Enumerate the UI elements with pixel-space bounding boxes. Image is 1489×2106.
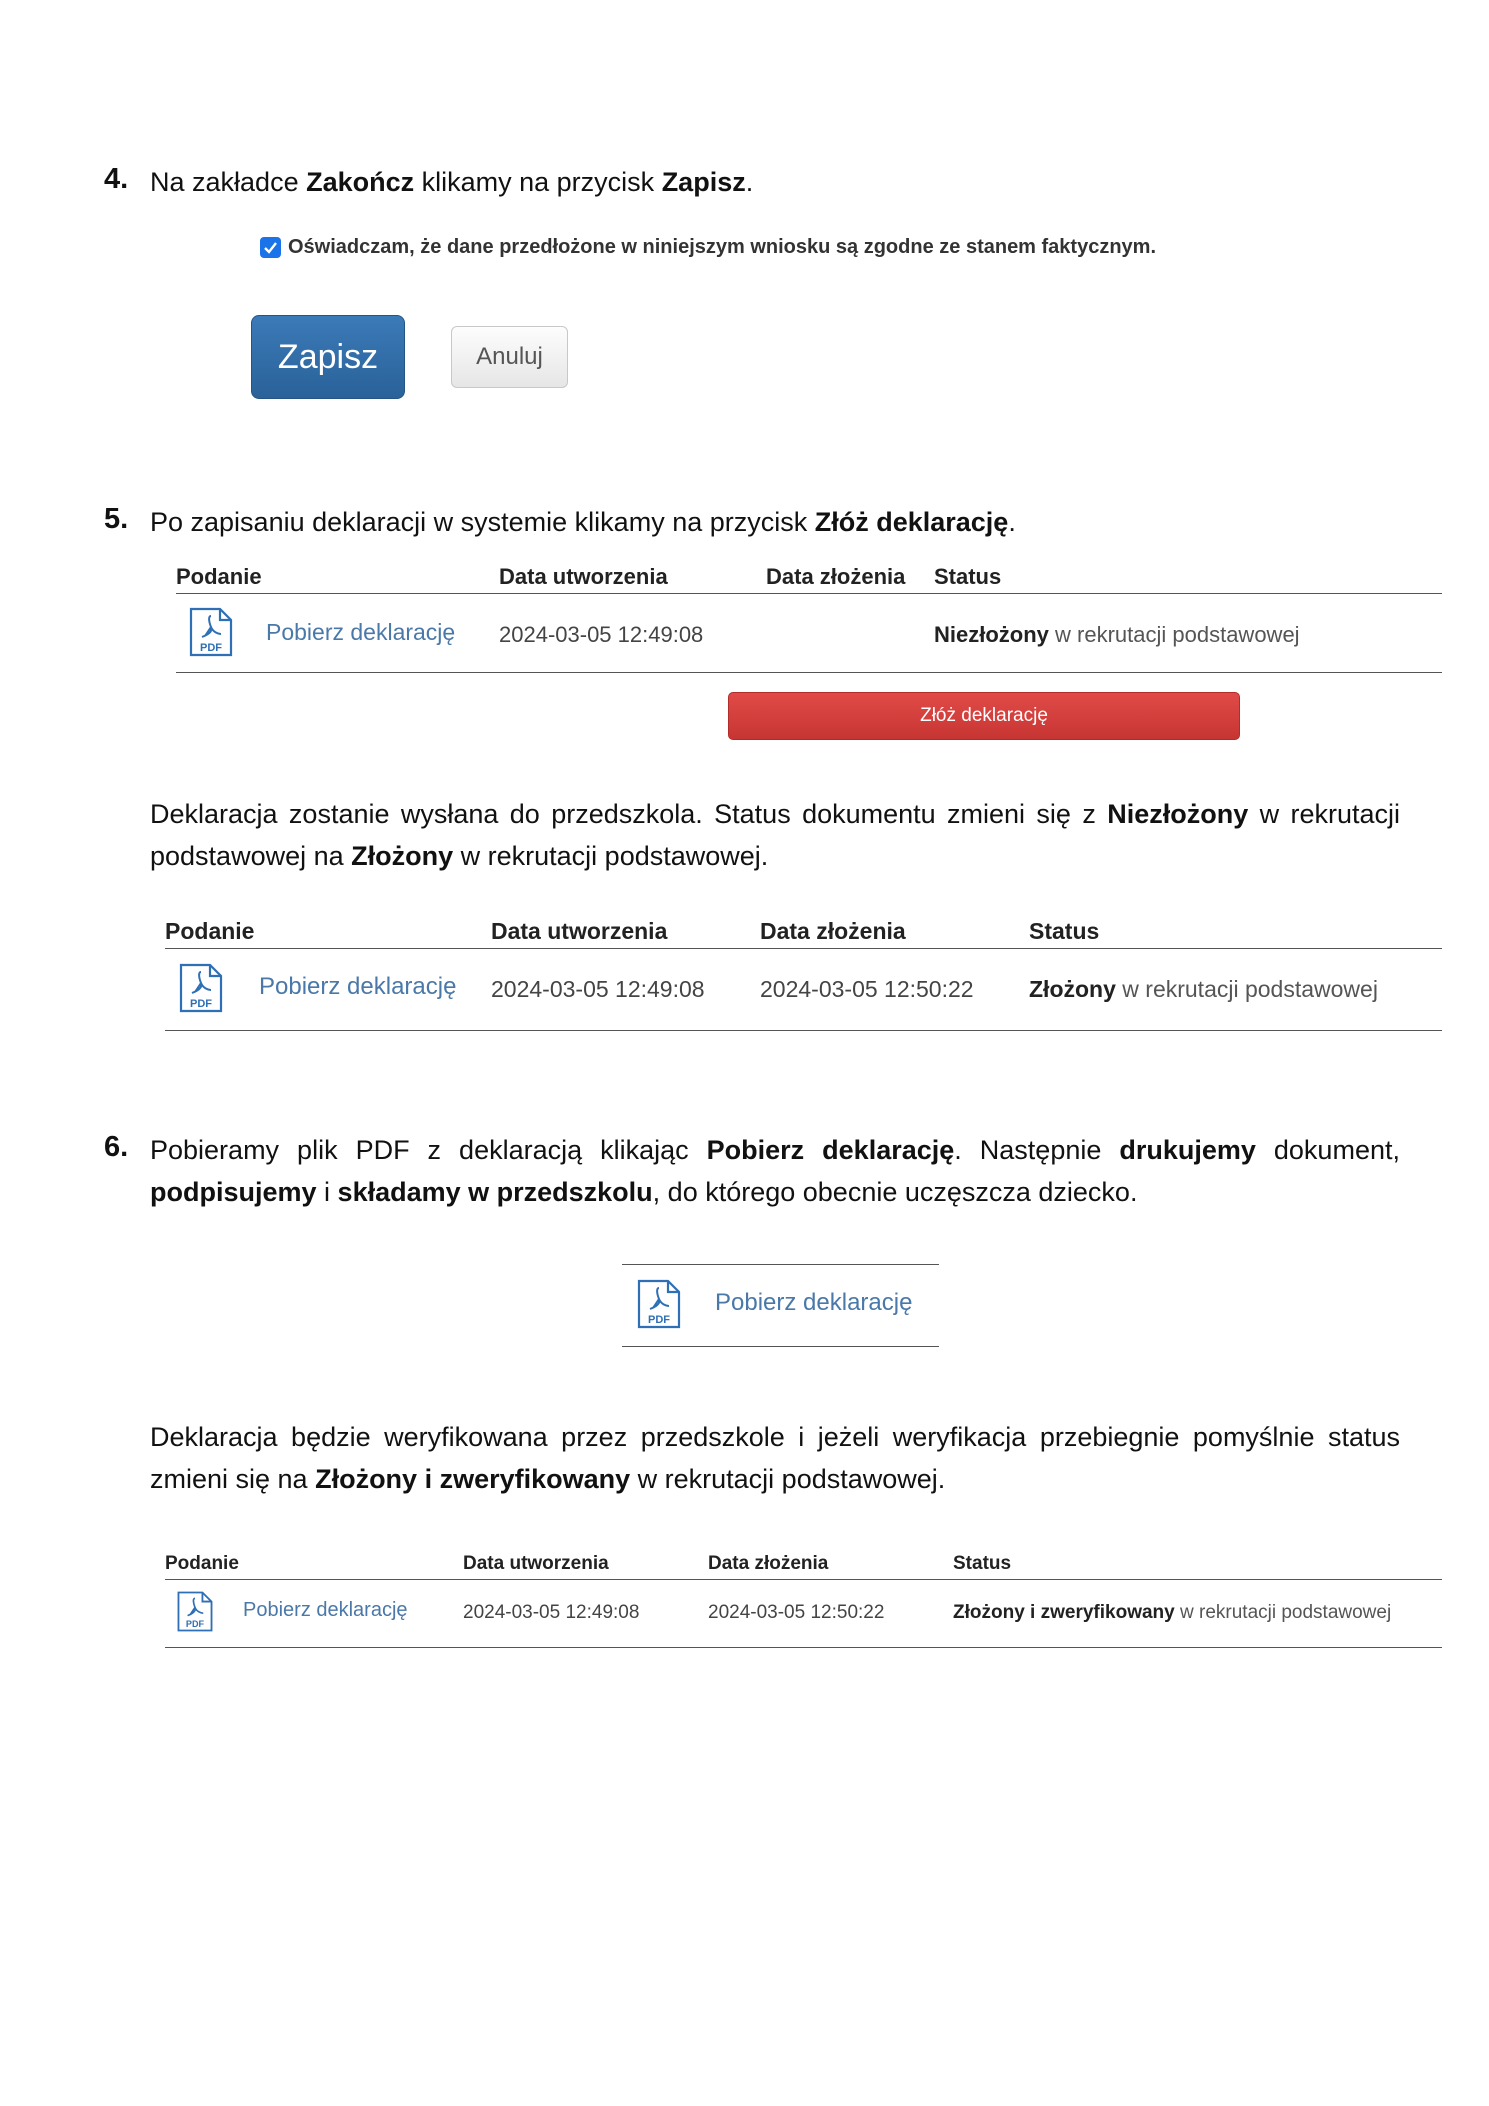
table-divider <box>176 593 1442 594</box>
pdf-file-icon[interactable] <box>178 962 224 1014</box>
status-suffix: w rekrutacji podstawowej <box>1174 1602 1392 1623</box>
declaration-checkbox-label: Oświadczam, że dane przedłożone w niniejszym wniosku są zgodne ze stanem faktycznym. <box>288 236 1157 258</box>
step-6-text <box>150 1129 1400 1213</box>
paragraph-text: w rekrutacji podstawowej. <box>453 841 769 871</box>
created-date-cell: 2024-03-05 12:49:08 <box>499 622 704 647</box>
table-divider <box>165 1579 1442 1580</box>
table-divider <box>176 672 1442 673</box>
status-value: Złożony i zweryfikowany <box>953 1602 1175 1623</box>
svg-text:PDF: PDF <box>190 998 212 1010</box>
paragraph-text: Deklaracja zostanie wysłana do przedszkola. Status dokumentu zmieni się z <box>150 799 1108 829</box>
table-header: Status <box>953 1553 1012 1574</box>
status-value: Złożony <box>1029 976 1116 1002</box>
submitted-date-cell: 2024-03-05 12:50:22 <box>708 1602 885 1623</box>
cancel-button[interactable]: Anuluj <box>451 326 568 388</box>
table-divider <box>165 1647 1442 1648</box>
status-cell <box>953 1602 1391 1624</box>
pdf-file-icon[interactable] <box>636 1278 682 1330</box>
step-5-text-part: Po zapisaniu deklaracji w systemie klikamy na przycisk <box>150 507 815 537</box>
save-button[interactable]: Zapisz <box>251 315 405 399</box>
paragraph-bold: Niezłożony <box>1107 799 1249 829</box>
step-5-text-part: . <box>1008 507 1016 537</box>
step-4-number: 4. <box>104 163 129 195</box>
paragraph-text: w rekrutacji podstawowej. <box>630 1464 946 1494</box>
table-header: Data utworzenia <box>463 1553 609 1574</box>
table-header: Status <box>934 564 1002 589</box>
step-4-bold-tab: Zakończ <box>306 167 415 197</box>
step-6-text-part: dokument, <box>1255 1135 1400 1165</box>
pdf-file-icon[interactable] <box>188 607 234 657</box>
table-header: Data złożenia <box>760 918 906 944</box>
step-6-text-part: Pobieramy plik PDF z deklaracją klikając <box>150 1135 707 1165</box>
step-6-number: 6. <box>104 1131 129 1163</box>
table-header: Data utworzenia <box>491 918 668 944</box>
step-6-text-part: i <box>316 1177 338 1207</box>
download-declaration-link[interactable]: Pobierz deklarację <box>259 973 457 1000</box>
table-header: Podanie <box>165 918 255 944</box>
step-5-text <box>150 501 1016 543</box>
submit-declaration-button[interactable]: Złóż deklarację <box>728 692 1240 740</box>
step-4-text-part: klikamy na przycisk <box>414 167 662 197</box>
download-declaration-link[interactable]: Pobierz deklarację <box>243 1599 408 1621</box>
paragraph-text: Deklaracja będzie weryfikowana przez przedszkole i jeżeli weryfikacja przebiegnie pomyślnie status zmieni się na <box>150 1422 1400 1494</box>
pdf-file-icon[interactable] <box>176 1590 214 1633</box>
check-icon <box>263 240 278 255</box>
table-header: Data utworzenia <box>499 564 668 589</box>
step-5-number: 5. <box>104 503 129 535</box>
step-5-bold-button: Złóż deklarację <box>814 507 1009 537</box>
svg-text:PDF: PDF <box>200 642 222 654</box>
table-header: Data złożenia <box>766 564 906 589</box>
status-cell <box>934 622 1300 648</box>
table-divider <box>165 1030 1442 1031</box>
status-suffix: w rekrutacji podstawowej <box>1115 976 1378 1002</box>
table-header: Data złożenia <box>708 1553 829 1574</box>
declaration-checkbox-row[interactable] <box>260 236 1156 259</box>
svg-text:PDF: PDF <box>648 1314 670 1326</box>
paragraph-text: w rekrutacji podstawowej na <box>150 799 1400 871</box>
paragraph-bold: Złożony i zweryfikowany <box>315 1464 631 1494</box>
step-6-text-part: . Następnie <box>954 1135 1120 1165</box>
svg-text:PDF: PDF <box>185 1619 205 1630</box>
status-value: Niezłożony <box>934 622 1049 647</box>
download-declaration-link[interactable]: Pobierz deklarację <box>715 1289 913 1316</box>
step-6-bold: Pobierz deklarację <box>706 1135 955 1165</box>
box-divider <box>622 1264 939 1265</box>
status-suffix: w rekrutacji podstawowej <box>1048 622 1300 647</box>
box-divider <box>622 1346 939 1347</box>
download-declaration-link[interactable]: Pobierz deklarację <box>266 619 456 645</box>
declaration-checkbox[interactable] <box>260 237 281 258</box>
step-6-bold: składamy w przedszkolu <box>337 1177 653 1207</box>
step-4-text-part: Na zakładce <box>150 167 307 197</box>
step-5-explanation <box>150 793 1400 877</box>
step-6-explanation <box>150 1416 1400 1500</box>
step-6-bold: drukujemy <box>1119 1135 1256 1165</box>
table-header: Podanie <box>165 1553 239 1574</box>
created-date-cell: 2024-03-05 12:49:08 <box>463 1602 640 1623</box>
table-header: Status <box>1029 918 1100 944</box>
paragraph-bold: Złożony <box>351 841 454 871</box>
step-4-bold-button: Zapisz <box>661 167 746 197</box>
step-4-text <box>150 161 753 203</box>
step-6-text-part: , do którego obecnie uczęszcza dziecko. <box>652 1177 1138 1207</box>
step-4-text-part: . <box>745 167 754 197</box>
status-cell <box>1029 976 1378 1003</box>
table-divider <box>165 948 1442 949</box>
table-header: Podanie <box>176 564 262 589</box>
created-date-cell: 2024-03-05 12:49:08 <box>491 976 705 1002</box>
step-6-bold: podpisujemy <box>150 1177 317 1207</box>
submitted-date-cell: 2024-03-05 12:50:22 <box>760 976 974 1002</box>
